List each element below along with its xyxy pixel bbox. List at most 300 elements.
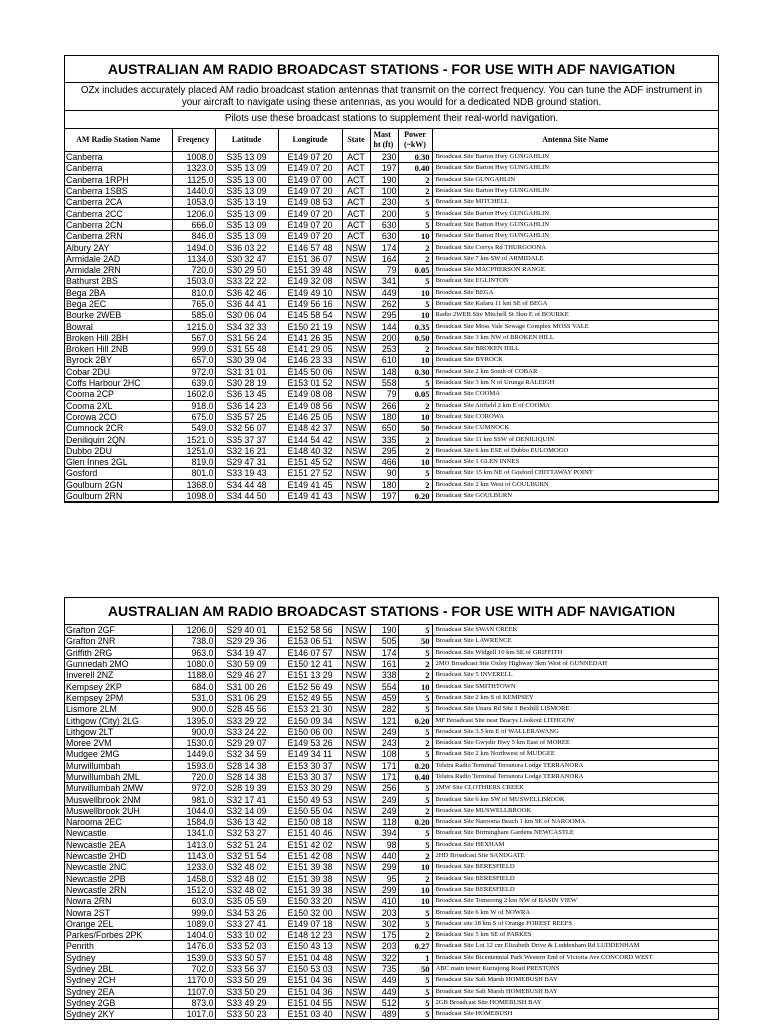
mast-height-cell: 190	[370, 174, 398, 185]
mast-height-cell: 505	[370, 636, 398, 647]
antenna-site-cell: Broadcast Site Salt Marsh HOMEBUSH BAY	[432, 986, 718, 997]
frequency-cell: 1494.0	[172, 242, 215, 253]
table-row	[65, 411, 718, 422]
frequency-cell: 585.0	[172, 310, 215, 321]
longitude-cell: E149 07 20	[278, 152, 342, 163]
station-name-cell: Griffith 2RG	[65, 647, 172, 658]
station-name-cell: Murwillumbah 2ML	[65, 771, 172, 782]
longitude-cell: E151 13 29	[278, 670, 342, 681]
antenna-site-cell: Broadcast Site 11 km SSW of DENILIQUIN	[432, 434, 718, 445]
frequency-cell: 666.0	[172, 219, 215, 230]
table-row	[65, 839, 718, 850]
table-row	[65, 479, 718, 490]
power-cell: 0.20	[398, 490, 432, 501]
station-name-cell: Broken Hill 2BH	[65, 332, 172, 343]
latitude-cell: S32 48 02	[215, 873, 278, 884]
frequency-cell: 999.0	[172, 344, 215, 355]
power-cell: 5	[398, 704, 432, 715]
frequency-cell: 1503.0	[172, 276, 215, 287]
latitude-cell: S31 31 01	[215, 366, 278, 377]
state-cell: NSW	[342, 468, 370, 479]
station-name-cell: Muswellbrook 2NM	[65, 794, 172, 805]
latitude-cell: S33 19 43	[215, 468, 278, 479]
power-cell: 5	[398, 625, 432, 636]
mast-height-cell: 249	[370, 805, 398, 816]
antenna-site-cell: 2MW Site CLOTHIERS CREEK	[432, 783, 718, 794]
antenna-site-cell: Broadcast Site LAWRENCE	[432, 636, 718, 647]
state-cell: NSW	[342, 817, 370, 828]
station-name-cell: Cooma 2CP	[65, 389, 172, 400]
col-header-power: Power (~kW)	[398, 129, 432, 152]
table-row	[65, 625, 718, 636]
mast-height-cell: 630	[370, 219, 398, 230]
power-cell: 10	[398, 896, 432, 907]
frequency-cell: 1476.0	[172, 941, 215, 952]
state-cell: NSW	[342, 692, 370, 703]
longitude-cell: E152 49 55	[278, 692, 342, 703]
latitude-cell: S31 55 48	[215, 344, 278, 355]
longitude-cell: E151 39 38	[278, 884, 342, 895]
antenna-site-cell: Broadcast Site Kalaru 11 km SE of BEGA	[432, 298, 718, 309]
latitude-cell: S28 45 56	[215, 704, 278, 715]
power-cell: 2	[398, 670, 432, 681]
latitude-cell: S28 19 39	[215, 783, 278, 794]
longitude-cell: E151 45 52	[278, 457, 342, 468]
power-cell: 10	[398, 457, 432, 468]
power-cell: 10	[398, 231, 432, 242]
longitude-cell: E149 07 20	[278, 231, 342, 242]
intro-paragraph: OZx includes accurately placed AM radio broadcast station antennas that transmit on the correct frequency. You can tune the ADF instrument in your aircraft to navigate using these antennas, as you would for a dedicated NDB ground station.	[65, 83, 718, 111]
station-name-cell: Gosford	[65, 468, 172, 479]
power-cell: 1	[398, 952, 432, 963]
longitude-cell: E150 43 13	[278, 941, 342, 952]
col-header-latitude: Latitude	[215, 129, 278, 152]
table-row	[65, 636, 718, 647]
table-row	[65, 805, 718, 816]
table-row	[65, 457, 718, 468]
longitude-cell: E151 39 38	[278, 862, 342, 873]
power-cell: 5	[398, 986, 432, 997]
longitude-cell: E153 01 52	[278, 377, 342, 388]
antenna-site-cell: Broadcast Site Birmingham Gardens NEWCASTLE	[432, 828, 718, 839]
table-row	[65, 930, 718, 941]
antenna-site-cell: Broadcast Site Barton Hwy GUNGAHLIN	[432, 231, 718, 242]
power-cell: 2	[398, 400, 432, 411]
power-cell: 0.05	[398, 264, 432, 275]
antenna-site-cell: Broadcast Site 6 km W of NOWRA	[432, 907, 718, 918]
power-cell: 5	[398, 839, 432, 850]
table-row	[65, 794, 718, 805]
frequency-cell: 531.0	[172, 692, 215, 703]
state-cell: NSW	[342, 321, 370, 332]
state-cell: ACT	[342, 163, 370, 174]
latitude-cell: S36 42 46	[215, 287, 278, 298]
mast-height-cell: 100	[370, 185, 398, 196]
antenna-site-cell: Broadcast Site MUSWELLBROOK	[432, 805, 718, 816]
longitude-cell: E149 07 20	[278, 219, 342, 230]
state-cell: NSW	[342, 287, 370, 298]
longitude-cell: E151 39 38	[278, 873, 342, 884]
longitude-cell: E149 41 43	[278, 490, 342, 501]
state-cell: NSW	[342, 715, 370, 726]
mast-height-cell: 230	[370, 197, 398, 208]
state-cell: NSW	[342, 918, 370, 929]
power-cell: 5	[398, 377, 432, 388]
longitude-cell: E150 33 20	[278, 896, 342, 907]
mast-height-cell: 174	[370, 647, 398, 658]
frequency-cell: 675.0	[172, 411, 215, 422]
state-cell: NSW	[342, 670, 370, 681]
mast-height-cell: 171	[370, 760, 398, 771]
latitude-cell: S30 39 04	[215, 355, 278, 366]
latitude-cell: S35 13 09	[215, 185, 278, 196]
power-cell: 0.27	[398, 941, 432, 952]
power-cell: 2	[398, 174, 432, 185]
station-name-cell: Coffs Harbour 2HC	[65, 377, 172, 388]
frequency-cell: 567.0	[172, 332, 215, 343]
latitude-cell: S33 22 22	[215, 276, 278, 287]
longitude-cell: E149 07 20	[278, 163, 342, 174]
longitude-cell: E151 42 08	[278, 850, 342, 861]
state-cell: NSW	[342, 389, 370, 400]
longitude-cell: E149 08 53	[278, 197, 342, 208]
mast-height-cell: 299	[370, 862, 398, 873]
table-row	[65, 828, 718, 839]
longitude-cell: E150 12 41	[278, 658, 342, 669]
mast-height-cell: 630	[370, 231, 398, 242]
table-row	[65, 298, 718, 309]
power-cell: 2	[398, 242, 432, 253]
longitude-cell: E149 08 56	[278, 400, 342, 411]
mast-height-cell: 302	[370, 918, 398, 929]
frequency-cell: 1521.0	[172, 434, 215, 445]
table-row	[65, 647, 718, 658]
latitude-cell: S34 53 26	[215, 907, 278, 918]
latitude-cell: S36 13 45	[215, 389, 278, 400]
frequency-cell: 918.0	[172, 400, 215, 411]
state-cell: NSW	[342, 636, 370, 647]
power-cell: 2	[398, 805, 432, 816]
power-cell: 5	[398, 975, 432, 986]
antenna-site-cell: Broadcast Site Salt Marsh HOMEBUSH BAY	[432, 975, 718, 986]
frequency-cell: 603.0	[172, 896, 215, 907]
mast-height-cell: 249	[370, 726, 398, 737]
mast-height-cell: 410	[370, 896, 398, 907]
power-cell: 5	[398, 692, 432, 703]
table-row	[65, 434, 718, 445]
mast-height-cell: 558	[370, 377, 398, 388]
state-cell: NSW	[342, 771, 370, 782]
latitude-cell: S32 16 21	[215, 445, 278, 456]
station-name-cell: Canberra 1SBS	[65, 185, 172, 196]
frequency-cell: 1107.0	[172, 986, 215, 997]
latitude-cell: S35 13 09	[215, 152, 278, 163]
table-row	[65, 163, 718, 174]
longitude-cell: E150 08 18	[278, 817, 342, 828]
station-name-cell: Gunnedah 2MO	[65, 658, 172, 669]
longitude-cell: E145 58 54	[278, 310, 342, 321]
antenna-site-cell: ABC main tower Kurrajong Road PRESTONS	[432, 963, 718, 974]
frequency-cell: 1602.0	[172, 389, 215, 400]
power-cell: 10	[398, 355, 432, 366]
station-name-cell: Narooma 2EC	[65, 817, 172, 828]
station-name-cell: Murwillumbah	[65, 760, 172, 771]
frequency-cell: 1053.0	[172, 197, 215, 208]
antenna-site-cell: Broadcast Site 15 km NE of Gosford CHITTAWAY POINT	[432, 468, 718, 479]
station-name-cell: Armidale 2AD	[65, 253, 172, 264]
state-cell: NSW	[342, 726, 370, 737]
antenna-site-cell: Broadcast Site 3.5 km E of WALLERAWANG	[432, 726, 718, 737]
latitude-cell: S29 29 36	[215, 636, 278, 647]
frequency-cell: 1017.0	[172, 1009, 215, 1020]
frequency-cell: 846.0	[172, 231, 215, 242]
state-cell: NSW	[342, 828, 370, 839]
station-name-cell: Goulburn 2GN	[65, 479, 172, 490]
power-cell: 5	[398, 647, 432, 658]
mast-height-cell: 98	[370, 839, 398, 850]
longitude-cell: E150 32 00	[278, 907, 342, 918]
station-name-cell: Muswellbrook 2UH	[65, 805, 172, 816]
power-cell: 2	[398, 253, 432, 264]
station-name-cell: Newcastle	[65, 828, 172, 839]
power-cell: 0.30	[398, 366, 432, 377]
latitude-cell: S29 46 27	[215, 670, 278, 681]
antenna-site-cell: Broadcast Site 2 km West of GOULBURN	[432, 479, 718, 490]
station-name-cell: Armidale 2RN	[65, 264, 172, 275]
latitude-cell: S33 50 23	[215, 1009, 278, 1020]
table-row	[65, 490, 718, 501]
state-cell: NSW	[342, 332, 370, 343]
frequency-cell: 1323.0	[172, 163, 215, 174]
antenna-site-cell: Broadcast Site Moss Vale Sewage Complex MOSS VALE	[432, 321, 718, 332]
longitude-cell: E151 04 36	[278, 975, 342, 986]
latitude-cell: S33 50 29	[215, 975, 278, 986]
antenna-site-cell: Broadcast Site Barton Hwy GUNGAHLIN	[432, 152, 718, 163]
frequency-cell: 1098.0	[172, 490, 215, 501]
sheet-2-title: AUSTRALIAN AM RADIO BROADCAST STATIONS - FOR USE WITH ADF NAVIGATION	[65, 598, 718, 625]
frequency-cell: 1089.0	[172, 918, 215, 929]
power-cell: 5	[398, 298, 432, 309]
antenna-site-cell: Broadcast Site 6 km ESE of Dubbo EULOMOGO	[432, 445, 718, 456]
frequency-cell: 1458.0	[172, 873, 215, 884]
power-cell: 10	[398, 310, 432, 321]
table-row	[65, 726, 718, 737]
table-row	[65, 704, 718, 715]
frequency-cell: 1539.0	[172, 952, 215, 963]
longitude-cell: E151 40 46	[278, 828, 342, 839]
table-row	[65, 468, 718, 479]
station-name-cell: Lithgow 2LT	[65, 726, 172, 737]
longitude-cell: E146 57 48	[278, 242, 342, 253]
table-row	[65, 231, 718, 242]
mast-height-cell: 735	[370, 963, 398, 974]
frequency-cell: 873.0	[172, 997, 215, 1008]
state-cell: NSW	[342, 963, 370, 974]
table-row	[65, 873, 718, 884]
latitude-cell: S28 14 38	[215, 760, 278, 771]
frequency-cell: 1215.0	[172, 321, 215, 332]
frequency-cell: 702.0	[172, 963, 215, 974]
station-name-cell: Broken Hill 2NB	[65, 344, 172, 355]
stations-sheet-2	[64, 597, 719, 1020]
table-row	[65, 783, 718, 794]
frequency-cell: 1584.0	[172, 817, 215, 828]
longitude-cell: E150 53 03	[278, 963, 342, 974]
power-cell: 5	[398, 219, 432, 230]
power-cell: 0.20	[398, 760, 432, 771]
antenna-site-cell: Broadcast Site 5 INVERELL	[432, 670, 718, 681]
pilots-note: Pilots use these broadcast stations to supplement their real-world navigation.	[65, 111, 718, 129]
antenna-site-cell: Broadcast Site HOMEBUSH	[432, 1009, 718, 1020]
longitude-cell: E149 41 45	[278, 479, 342, 490]
latitude-cell: S33 10 02	[215, 930, 278, 941]
antenna-site-cell: 2HD Broadcast Site SANDGATE	[432, 850, 718, 861]
state-cell: NSW	[342, 783, 370, 794]
antenna-site-cell: 2MO Broadcast Site Oxley Highway 3km West of GUNNEDAH	[432, 658, 718, 669]
power-cell: 0.35	[398, 321, 432, 332]
state-cell: NSW	[342, 1009, 370, 1020]
power-cell: 0.20	[398, 817, 432, 828]
antenna-site-cell: Broadcast Site Barton Hwy GUNGAHLIN	[432, 185, 718, 196]
longitude-cell: E148 42 37	[278, 423, 342, 434]
antenna-site-cell: Broadcast Site EGLINTON	[432, 276, 718, 287]
latitude-cell: S32 56 07	[215, 423, 278, 434]
frequency-cell: 1368.0	[172, 479, 215, 490]
table-row	[65, 862, 718, 873]
antenna-site-cell: Broadcast Site SMITHTOWN	[432, 681, 718, 692]
frequency-cell: 810.0	[172, 287, 215, 298]
longitude-cell: E151 27 52	[278, 468, 342, 479]
longitude-cell: E151 04 55	[278, 997, 342, 1008]
state-cell: NSW	[342, 704, 370, 715]
table-row	[65, 975, 718, 986]
station-name-cell: Bathurst 2BS	[65, 276, 172, 287]
longitude-cell: E152 58 56	[278, 625, 342, 636]
antenna-site-cell: Broadcast Site 3 km NW of BROKEN HILL	[432, 332, 718, 343]
mast-height-cell: 489	[370, 1009, 398, 1020]
table-row	[65, 896, 718, 907]
state-cell: NSW	[342, 681, 370, 692]
station-name-cell: Corowa 2CO	[65, 411, 172, 422]
station-name-cell: Sydney 2CH	[65, 975, 172, 986]
frequency-cell: 1512.0	[172, 884, 215, 895]
station-name-cell: Penrith	[65, 941, 172, 952]
table-row	[65, 174, 718, 185]
latitude-cell: S34 19 47	[215, 647, 278, 658]
mast-height-cell: 243	[370, 737, 398, 748]
power-cell: 5	[398, 726, 432, 737]
state-cell: ACT	[342, 152, 370, 163]
antenna-site-cell: Broadcast Site BYROCK	[432, 355, 718, 366]
mast-height-cell: 203	[370, 941, 398, 952]
station-name-cell: Goulburn 2RN	[65, 490, 172, 501]
col-header-site: Antenna Site Name	[432, 129, 718, 152]
power-cell: 2	[398, 658, 432, 669]
state-cell: NSW	[342, 377, 370, 388]
latitude-cell: S33 24 22	[215, 726, 278, 737]
state-cell: NSW	[342, 242, 370, 253]
frequency-cell: 1080.0	[172, 658, 215, 669]
station-name-cell: Canberra	[65, 163, 172, 174]
frequency-cell: 1143.0	[172, 850, 215, 861]
table-row	[65, 208, 718, 219]
mast-height-cell: 180	[370, 411, 398, 422]
station-name-cell: Mudgee 2MG	[65, 749, 172, 760]
power-cell: 5	[398, 468, 432, 479]
latitude-cell: S30 28 19	[215, 377, 278, 388]
latitude-cell: S32 14 09	[215, 805, 278, 816]
mast-height-cell: 466	[370, 457, 398, 468]
antenna-site-cell: Broadcast Site 6 km SW of MUSWELLBROOK	[432, 794, 718, 805]
table-row	[65, 152, 718, 163]
station-name-cell: Bega 2EC	[65, 298, 172, 309]
power-cell: 2	[398, 850, 432, 861]
station-name-cell: Canberra 1RPH	[65, 174, 172, 185]
station-name-cell: Sydney 2EA	[65, 986, 172, 997]
state-cell: NSW	[342, 445, 370, 456]
power-cell: 5	[398, 918, 432, 929]
latitude-cell: S36 13 42	[215, 817, 278, 828]
longitude-cell: E153 30 37	[278, 771, 342, 782]
longitude-cell: E146 25 05	[278, 411, 342, 422]
col-header-frequency: Freqency	[172, 129, 215, 152]
antenna-site-cell: Broadcast Site BERESFIELD	[432, 862, 718, 873]
power-cell: 5	[398, 907, 432, 918]
station-name-cell: Bourke 2WEB	[65, 310, 172, 321]
antenna-site-cell: Broadcast Site 3 km N of Urunga RALEIGH	[432, 377, 718, 388]
state-cell: NSW	[342, 658, 370, 669]
state-cell: NSW	[342, 490, 370, 501]
antenna-site-cell: Broadcast Site 7 km SW of ARMIDALE	[432, 253, 718, 264]
latitude-cell: S29 47 31	[215, 457, 278, 468]
col-header-name: AM Radio Station Name	[65, 129, 172, 152]
latitude-cell: S32 17 41	[215, 794, 278, 805]
antenna-site-cell: Broadcast Site 5 km SE of PARKES	[432, 930, 718, 941]
longitude-cell: E149 56 16	[278, 298, 342, 309]
power-cell: 5	[398, 208, 432, 219]
longitude-cell: E149 34 11	[278, 749, 342, 760]
longitude-cell: E151 36 07	[278, 253, 342, 264]
mast-height-cell: 164	[370, 253, 398, 264]
latitude-cell: S33 49 29	[215, 997, 278, 1008]
antenna-site-cell: Broadcast Site CUMNOCK	[432, 423, 718, 434]
table-row	[65, 692, 718, 703]
antenna-site-cell: Broadcast Site BERESFIELD	[432, 884, 718, 895]
mast-height-cell: 449	[370, 287, 398, 298]
frequency-cell: 999.0	[172, 907, 215, 918]
state-cell: NSW	[342, 264, 370, 275]
antenna-site-cell: Broadcast Site HEXHAM	[432, 839, 718, 850]
state-cell: NSW	[342, 423, 370, 434]
antenna-site-cell: Broadcast site 18 km S of Orange FOREST REEFS	[432, 918, 718, 929]
mast-height-cell: 230	[370, 152, 398, 163]
frequency-cell: 1170.0	[172, 975, 215, 986]
power-cell: 10	[398, 287, 432, 298]
latitude-cell: S31 00 26	[215, 681, 278, 692]
antenna-site-cell: Broadcast Site Tomerong 2 km NW of BASIN VIEW	[432, 896, 718, 907]
stations-sheet-1	[64, 55, 719, 503]
power-cell: 50	[398, 636, 432, 647]
station-name-cell: Parkes/Forbes 2PK	[65, 930, 172, 941]
antenna-site-cell: Broadcast Site 1 GLEN INNES	[432, 457, 718, 468]
antenna-site-cell: Broadcast Site MITCHELL	[432, 197, 718, 208]
mast-height-cell: 394	[370, 828, 398, 839]
table-row	[65, 715, 718, 726]
state-cell: NSW	[342, 873, 370, 884]
latitude-cell: S32 51 24	[215, 839, 278, 850]
longitude-cell: E150 49 53	[278, 794, 342, 805]
power-cell: 5	[398, 276, 432, 287]
